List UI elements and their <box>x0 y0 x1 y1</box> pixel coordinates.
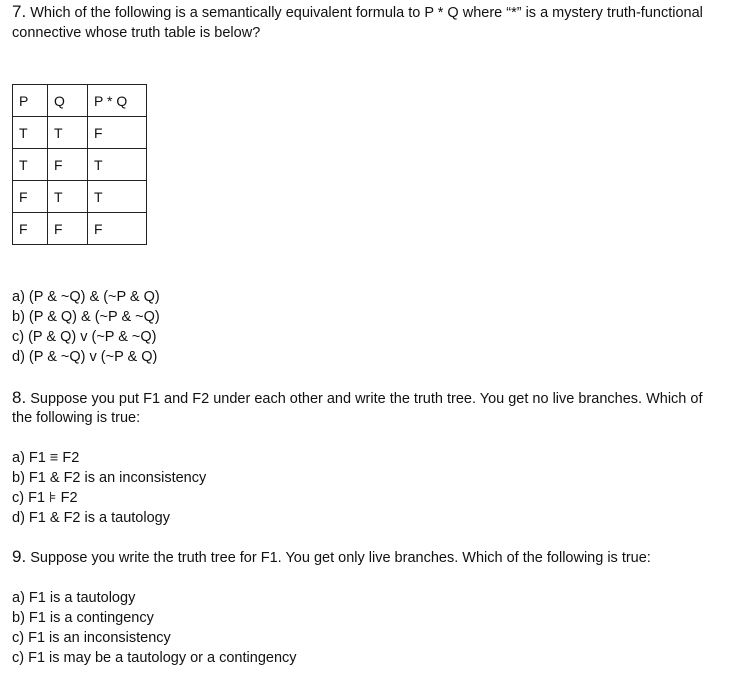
truth-table-cell: T <box>48 117 88 149</box>
q8-option-b: b) F1 & F2 is an inconsistency <box>12 470 207 486</box>
q9-question-line-1 <box>12 547 651 568</box>
q7-question-line-1 <box>12 2 703 23</box>
q8-question-line-2: the following is true: <box>12 410 141 426</box>
q7-question-line-2: connective whose truth table is below? <box>12 25 261 41</box>
truth-table-header-row <box>13 85 147 117</box>
q8-question-text: Suppose you put F1 and F2 under each other and write the truth tree. You get no live branches. Which of <box>30 391 703 407</box>
q8-option-d: d) F1 & F2 is a tautology <box>12 510 170 526</box>
truth-table-row <box>13 213 147 245</box>
truth-table-header: Q <box>48 85 88 117</box>
truth-table-cell: T <box>88 181 147 213</box>
q9-option-a: a) F1 is a tautology <box>12 590 136 606</box>
truth-table-cell: F <box>13 213 48 245</box>
q9-question-text: Suppose you write the truth tree for F1. You get only live branches. Which of the following is true: <box>30 550 651 566</box>
q7-option-b: b) (P & Q) & (~P & ~Q) <box>12 309 160 325</box>
truth-table-row <box>13 149 147 181</box>
truth-table-cell: F <box>48 213 88 245</box>
q9-option-b: b) F1 is a contingency <box>12 610 154 626</box>
q9-option-c: c) F1 is an inconsistency <box>12 630 171 646</box>
q7-question-text: Which of the following is a semantically equivalent formula to P * Q where “*” is a mystery truth-functional <box>30 5 703 21</box>
truth-table-row <box>13 181 147 213</box>
q8-number: 8. <box>12 388 27 407</box>
q9-number: 9. <box>12 547 27 566</box>
truth-table <box>12 84 147 245</box>
q7-number: 7. <box>12 2 27 21</box>
q8-option-a: a) F1 ≡ F2 <box>12 450 80 466</box>
truth-table-header: P <box>13 85 48 117</box>
truth-table-cell: T <box>13 117 48 149</box>
q8-option-c: c) F1 ⊧ F2 <box>12 490 78 506</box>
truth-table-cell: T <box>13 149 48 181</box>
truth-table-cell: F <box>48 149 88 181</box>
q7-option-a: a) (P & ~Q) & (~P & Q) <box>12 289 160 305</box>
q7-option-d: d) (P & ~Q) v (~P & Q) <box>12 349 158 365</box>
truth-table-cell: T <box>48 181 88 213</box>
truth-table-header: P * Q <box>88 85 147 117</box>
q7-option-c: c) (P & Q) v (~P & ~Q) <box>12 329 157 345</box>
truth-table-cell: F <box>88 117 147 149</box>
truth-table-cell: F <box>88 213 147 245</box>
truth-table-row <box>13 117 147 149</box>
truth-table-cell: T <box>88 149 147 181</box>
q8-question-line-1 <box>12 388 702 409</box>
q9-option-d: c) F1 is may be a tautology or a contingency <box>12 650 297 666</box>
truth-table-cell: F <box>13 181 48 213</box>
